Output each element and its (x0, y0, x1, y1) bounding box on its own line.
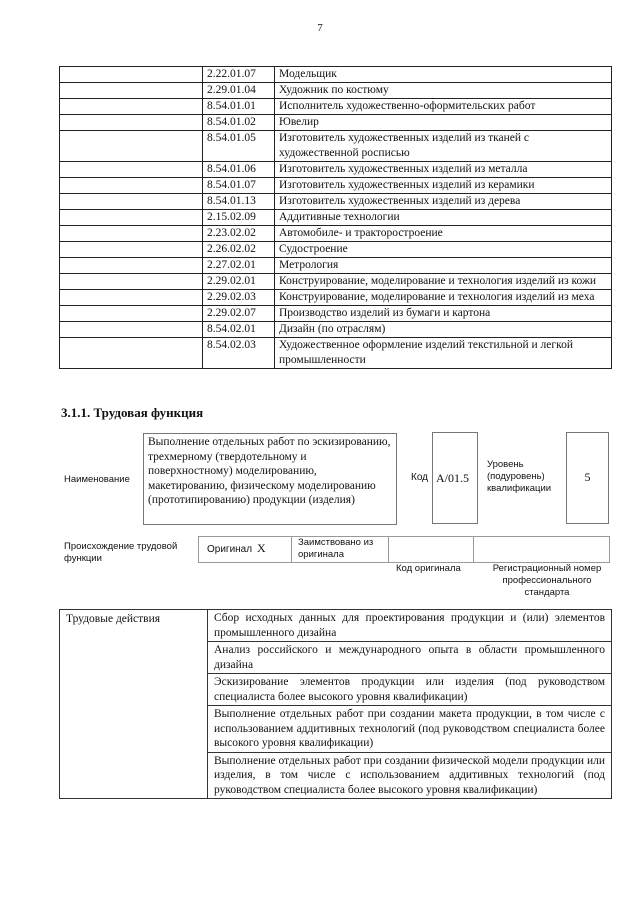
original-label: Оригинал (207, 544, 253, 555)
specialty-name: Аддитивные технологии (275, 210, 612, 226)
specialty-name: Конструирование, моделирование и технология изделий из кожи (275, 274, 612, 290)
empty-cell (60, 242, 203, 258)
empty-cell (60, 194, 203, 210)
specialty-name: Художник по костюму (275, 83, 612, 99)
specialty-name: Исполнитель художественно-оформительских работ (275, 99, 612, 115)
table-row (60, 290, 612, 306)
empty-cell (60, 178, 203, 194)
specialty-name: Дизайн (по отраслям) (275, 322, 612, 338)
specialty-code: 8.54.01.06 (203, 162, 275, 178)
specialty-name: Судостроение (275, 242, 612, 258)
level-value: 5 (584, 470, 591, 484)
specialty-code: 2.29.02.01 (203, 274, 275, 290)
labor-action-row (60, 610, 612, 642)
empty-cell (60, 290, 203, 306)
name-label: Наименование (64, 474, 130, 485)
empty-cell (60, 162, 203, 178)
specialty-name: Конструирование, моделирование и технология изделий из меха (275, 290, 612, 306)
empty-cell (60, 99, 203, 115)
table-row (60, 226, 612, 242)
table-row (60, 194, 612, 210)
table-row (60, 242, 612, 258)
specialty-name: Метрология (275, 258, 612, 274)
table-row (60, 178, 612, 194)
empty-cell (60, 306, 203, 322)
level-label: Уровень (подуровень) квалификации (487, 459, 552, 494)
table-row (60, 274, 612, 290)
table-row (60, 322, 612, 338)
specialty-code: 2.26.02.02 (203, 242, 275, 258)
specialty-code: 2.22.01.07 (203, 67, 275, 83)
specialty-name: Изготовитель художественных изделий из керамики (275, 178, 612, 194)
specialty-name: Художественное оформление изделий текстильной и легкой промышленности (275, 338, 612, 369)
table-row (60, 131, 612, 162)
specialty-code: 8.54.02.01 (203, 322, 275, 338)
reg-number-label: Регистрационный номер профессионального стандарта (492, 563, 602, 598)
empty-cell (60, 258, 203, 274)
labor-action-item: Сбор исходных данных для проектирования продукции и (или) элементов промышленного дизайна (208, 610, 612, 642)
table-row (60, 99, 612, 115)
original-mark: X (257, 541, 266, 555)
specialty-code: 2.23.02.02 (203, 226, 275, 242)
empty-cell (60, 322, 203, 338)
labor-action-item: Анализ российского и международного опыта в области промышленного дизайна (208, 642, 612, 674)
table-row (60, 83, 612, 99)
code-box (432, 432, 478, 524)
table-row (60, 67, 612, 83)
empty-cell (60, 83, 203, 99)
specialty-code: 8.54.01.01 (203, 99, 275, 115)
borrowed-label: Заимствовано из оригинала (298, 537, 374, 560)
empty-cell (60, 226, 203, 242)
specialty-code: 2.27.02.01 (203, 258, 275, 274)
empty-cell (60, 210, 203, 226)
specialty-name: Изготовитель художественных изделий из тканей с художественной росписью (275, 131, 612, 162)
section-title: 3.1.1. Трудовая функция (61, 405, 204, 420)
empty-cell (60, 274, 203, 290)
function-name-box (143, 433, 397, 525)
specialty-name: Автомобиле- и тракторостроение (275, 226, 612, 242)
origin-label: Происхождение трудовой функции (64, 541, 178, 564)
table-row (60, 258, 612, 274)
level-box (566, 432, 609, 524)
table-row (60, 306, 612, 322)
specialty-name: Изготовитель художественных изделий из дерева (275, 194, 612, 210)
empty-cell (60, 67, 203, 83)
table-row (60, 338, 612, 369)
empty-cell (60, 115, 203, 131)
specialty-code: 8.54.01.07 (203, 178, 275, 194)
specialty-name: Производство изделий из бумаги и картона (275, 306, 612, 322)
specialty-code: 8.54.01.13 (203, 194, 275, 210)
labor-action-item: Выполнение отдельных работ при создании физической модели продукции или изделия, в том числе с использованием аддитивных технологий (под руководством специалиста более высокого уровня квалификации) (208, 752, 612, 799)
specialty-code: 8.54.02.03 (203, 338, 275, 369)
code-value: A/01.5 (436, 471, 469, 485)
specialty-code: 2.29.02.03 (203, 290, 275, 306)
table-row (60, 210, 612, 226)
labor-action-item: Выполнение отдельных работ при создании макета продукции, в том числе с использованием аддитивных технологий (под руководством специалиста более высокого уровня квалификации) (208, 706, 612, 753)
specialty-code: 2.29.02.07 (203, 306, 275, 322)
labor-action-item: Эскизирование элементов продукции или изделия (под руководством специалиста более высокого уровня квалификации) (208, 674, 612, 706)
empty-cell (60, 131, 203, 162)
labor-actions-header: Трудовые действия (60, 610, 208, 799)
specialty-codes-table (59, 66, 612, 369)
specialty-code: 8.54.01.02 (203, 115, 275, 131)
specialty-code: 8.54.01.05 (203, 131, 275, 162)
code-original-label: Код оригинала (396, 563, 461, 574)
labor-actions-table (59, 609, 612, 799)
specialty-code: 2.29.01.04 (203, 83, 275, 99)
page-number: 7 (317, 22, 323, 34)
function-name-value: Выполнение отдельных работ по эскизированию, трехмерному (твердотельному и поверхностному) моделированию, макетированию, физическому моделированию (прототипированию) продукции (изделия) (148, 436, 391, 506)
specialty-name: Изготовитель художественных изделий из металла (275, 162, 612, 178)
specialty-code: 2.15.02.09 (203, 210, 275, 226)
table-row (60, 115, 612, 131)
code-label: Код (411, 472, 429, 483)
specialty-name: Модельщик (275, 67, 612, 83)
table-row (60, 162, 612, 178)
specialty-name: Ювелир (275, 115, 612, 131)
empty-cell (60, 338, 203, 369)
